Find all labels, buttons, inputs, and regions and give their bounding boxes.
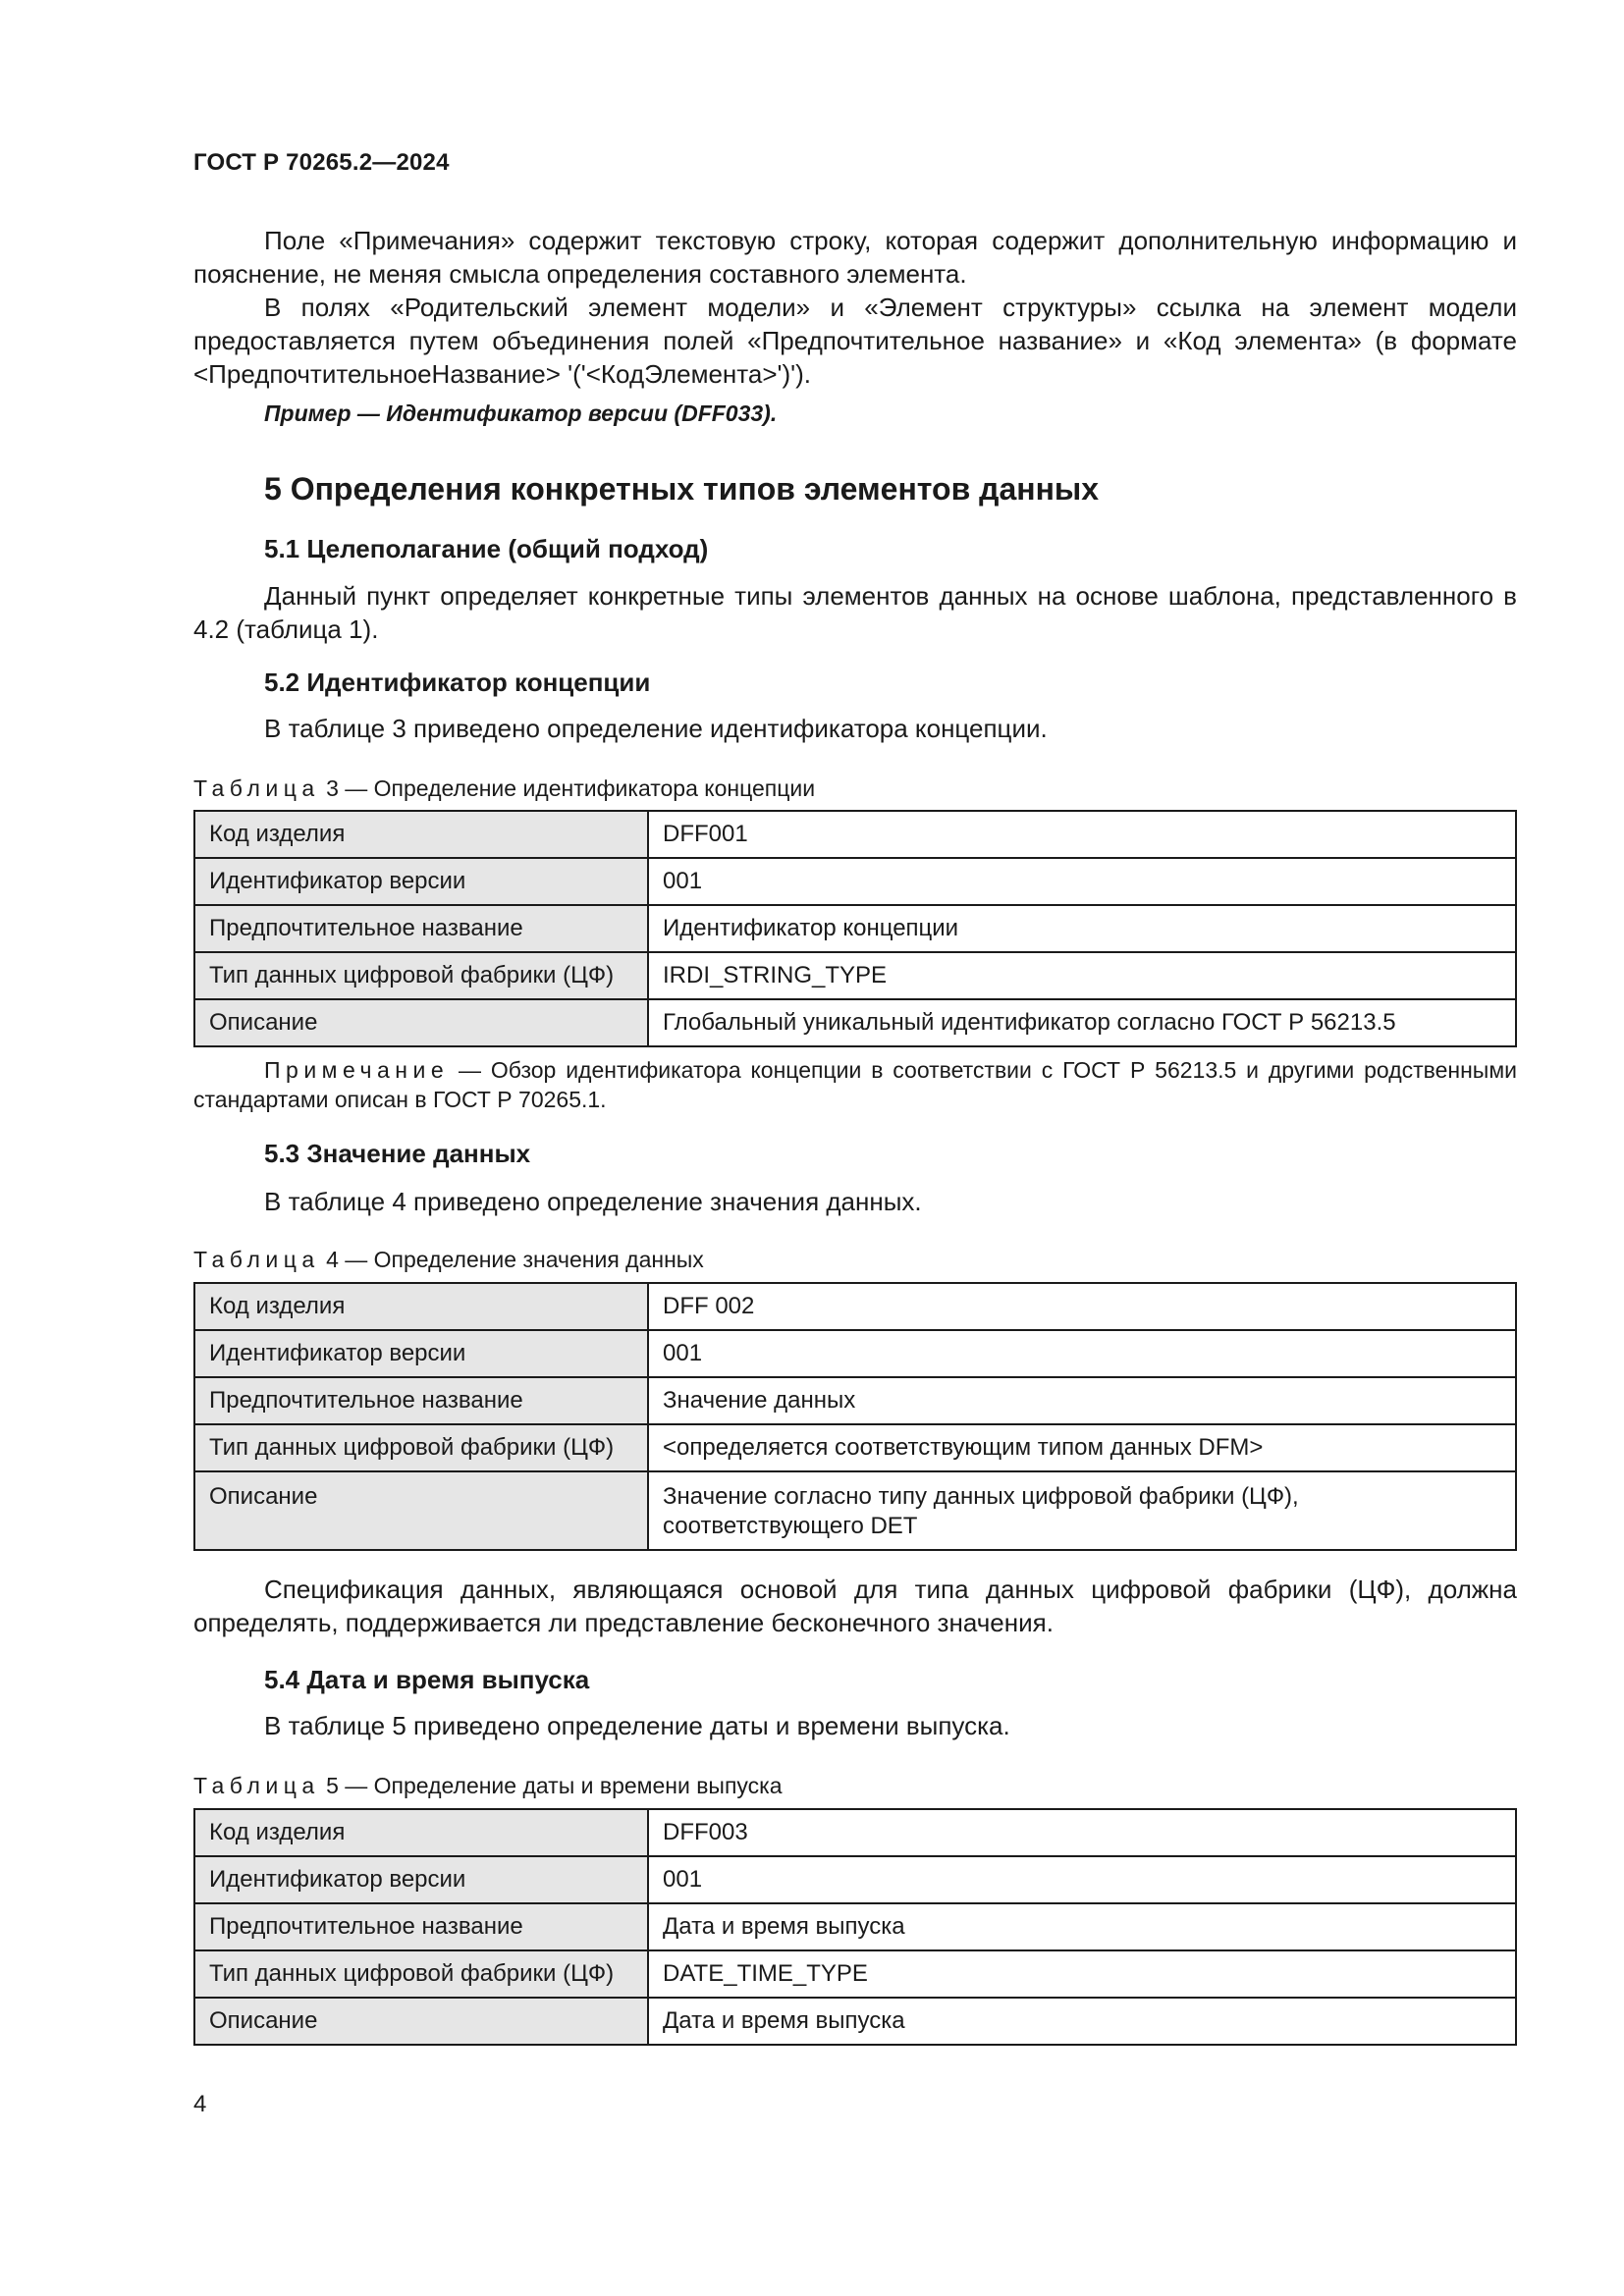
page-number: 4 bbox=[193, 2091, 207, 2117]
table-key: Идентификатор версии bbox=[194, 1856, 648, 1903]
table-row bbox=[194, 811, 1516, 858]
note-label: Примечание bbox=[264, 1057, 450, 1083]
table-value: 001 bbox=[648, 1856, 1516, 1903]
table-value: 001 bbox=[648, 858, 1516, 905]
table-value: Значение данных bbox=[648, 1377, 1516, 1424]
table-row bbox=[194, 1424, 1516, 1471]
subsection-title-5-1: 5.1 Целеполагание (общий подход) bbox=[264, 534, 709, 563]
table-5-caption bbox=[193, 1773, 783, 1799]
table-value: DFF001 bbox=[648, 811, 1516, 858]
table-value: Дата и время выпуска bbox=[648, 1998, 1516, 2045]
table-key: Тип данных цифровой фабрики (ЦФ) bbox=[194, 952, 648, 999]
table-row bbox=[194, 1998, 1516, 2045]
table-key: Код изделия bbox=[194, 1809, 648, 1856]
table-3-caption bbox=[193, 775, 815, 802]
table-value: Дата и время выпуска bbox=[648, 1903, 1516, 1950]
table-key: Описание bbox=[194, 1998, 648, 2045]
table-value: Глобальный уникальный идентификатор согласно ГОСТ Р 56213.5 bbox=[648, 999, 1516, 1046]
table-key: Тип данных цифровой фабрики (ЦФ) bbox=[194, 1424, 648, 1471]
table-key: Предпочтительное название bbox=[194, 905, 648, 952]
example-text: Пример — Идентификатор версии (DFF033). bbox=[264, 400, 778, 426]
document-header: ГОСТ Р 70265.2—2024 bbox=[193, 149, 450, 176]
table-value: DFF003 bbox=[648, 1809, 1516, 1856]
paragraph-5-1: Данный пункт определяет конкретные типы элементов данных на основе шаблона, представленного в 4.2 (таблица 1). bbox=[193, 581, 1517, 644]
table-row bbox=[194, 1283, 1516, 1330]
table-key: Предпочтительное название bbox=[194, 1903, 648, 1950]
paragraph-5-3: В таблице 4 приведено определение значения данных. bbox=[264, 1187, 922, 1216]
table-key: Код изделия bbox=[194, 811, 648, 858]
table-value: IRDI_STRING_TYPE bbox=[648, 952, 1516, 999]
table-row bbox=[194, 1377, 1516, 1424]
table-key: Код изделия bbox=[194, 1283, 648, 1330]
table-value: DFF 002 bbox=[648, 1283, 1516, 1330]
paragraph-parent-element: В полях «Родительский элемент модели» и «Элемент структуры» ссылка на элемент модели предоставляется путем объединения полей «Предпочтительное название» и «Код элемента» (в формате <ПредпочтительноеНазвание> '('<КодЭлемента>')'). bbox=[193, 293, 1517, 389]
caption-text: 3 — Определение идентификатора концепции bbox=[319, 775, 816, 801]
paragraph-5-4: В таблице 5 приведено определение даты и времени выпуска. bbox=[264, 1711, 1010, 1740]
table-3-note bbox=[193, 1055, 1517, 1114]
table-key: Тип данных цифровой фабрики (ЦФ) bbox=[194, 1950, 648, 1998]
table-value: 001 bbox=[648, 1330, 1516, 1377]
subsection-title-5-2: 5.2 Идентификатор концепции bbox=[264, 667, 651, 697]
paragraph-5-2: В таблице 3 приведено определение идентификатора концепции. bbox=[264, 714, 1048, 743]
section-title: 5 Определения конкретных типов элементов данных bbox=[264, 471, 1100, 507]
note-text: — Обзор идентификатора концепции в соответствии с ГОСТ Р 56213.5 и другими родственными стандартами описан в ГОСТ Р 70265.1. bbox=[193, 1057, 1517, 1112]
table-row bbox=[194, 1950, 1516, 1998]
subsection-title-5-4: 5.4 Дата и время выпуска bbox=[264, 1665, 590, 1694]
caption-label: Таблица bbox=[193, 1773, 320, 1798]
table-row bbox=[194, 905, 1516, 952]
table-row bbox=[194, 1856, 1516, 1903]
table-5 bbox=[193, 1808, 1517, 2046]
table-value: Идентификатор концепции bbox=[648, 905, 1516, 952]
caption-text: 4 — Определение значения данных bbox=[319, 1247, 704, 1272]
table-key: Идентификатор версии bbox=[194, 858, 648, 905]
table-value: <определяется соответствующим типом данных DFM> bbox=[648, 1424, 1516, 1471]
subsection-title-5-3: 5.3 Значение данных bbox=[264, 1139, 531, 1168]
table-4-caption bbox=[193, 1247, 704, 1273]
caption-text: 5 — Определение даты и времени выпуска bbox=[319, 1773, 783, 1798]
table-row bbox=[194, 952, 1516, 999]
paragraph-notes-field: Поле «Примечания» содержит текстовую строку, которая содержит дополнительную информацию и пояснение, не меняя смысла определения составного элемента. bbox=[193, 226, 1517, 289]
caption-label: Таблица bbox=[193, 1247, 320, 1272]
table-value: Значение согласно типу данных цифровой фабрики (ЦФ), соответствующего DET bbox=[648, 1471, 1516, 1550]
table-key: Описание bbox=[194, 1471, 648, 1550]
table-value: DATE_TIME_TYPE bbox=[648, 1950, 1516, 1998]
table-row bbox=[194, 1809, 1516, 1856]
table-key: Предпочтительное название bbox=[194, 1377, 648, 1424]
table-row bbox=[194, 999, 1516, 1046]
paragraph-data-spec: Спецификация данных, являющаяся основой для типа данных цифровой фабрики (ЦФ), должна определять, поддерживается ли представление бесконечного значения. bbox=[193, 1575, 1517, 1637]
table-row bbox=[194, 1330, 1516, 1377]
table-key: Идентификатор версии bbox=[194, 1330, 648, 1377]
caption-label: Таблица bbox=[193, 775, 320, 801]
table-row bbox=[194, 858, 1516, 905]
table-row bbox=[194, 1903, 1516, 1950]
table-3 bbox=[193, 810, 1517, 1047]
table-key: Описание bbox=[194, 999, 648, 1046]
table-row bbox=[194, 1471, 1516, 1550]
table-4 bbox=[193, 1282, 1517, 1551]
